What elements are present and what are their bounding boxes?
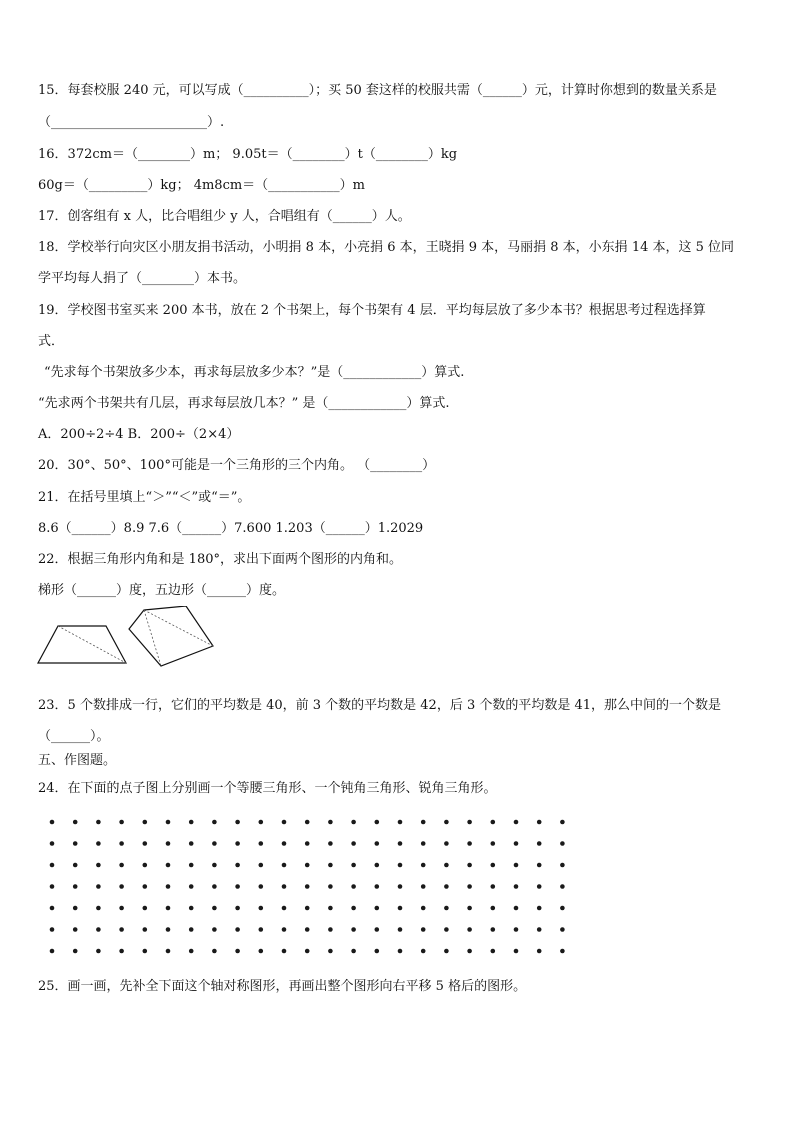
grid-dot[interactable]: [375, 927, 380, 932]
grid-dot[interactable]: [143, 884, 148, 889]
grid-dot[interactable]: [282, 841, 287, 846]
grid-dot[interactable]: [235, 884, 240, 889]
grid-dot[interactable]: [166, 820, 171, 825]
grid-dot[interactable]: [50, 906, 55, 911]
grid-dot[interactable]: [73, 927, 78, 932]
grid-dot[interactable]: [328, 884, 333, 889]
grid-dot[interactable]: [96, 841, 101, 846]
grid-dot[interactable]: [212, 863, 217, 868]
grid-dot[interactable]: [491, 949, 496, 954]
grid-dot[interactable]: [375, 820, 380, 825]
grid-dot[interactable]: [259, 906, 264, 911]
trapezoid-pentagon-figures: [36, 606, 226, 668]
grid-dot[interactable]: [96, 906, 101, 911]
grid-dot[interactable]: [259, 927, 264, 932]
q19-line2: 式．: [38, 334, 65, 349]
grid-dot[interactable]: [189, 906, 194, 911]
grid-dot[interactable]: [444, 927, 449, 932]
grid-dot[interactable]: [351, 927, 356, 932]
grid-dot[interactable]: [514, 841, 519, 846]
q16-line2: 60g＝（_________）kg； 4m8cm＝（___________）m: [38, 178, 365, 193]
grid-dot[interactable]: [560, 906, 565, 911]
grid-dot[interactable]: [305, 906, 310, 911]
grid-dot[interactable]: [375, 863, 380, 868]
grid-dot[interactable]: [235, 841, 240, 846]
grid-dot[interactable]: [282, 820, 287, 825]
grid-dot[interactable]: [282, 927, 287, 932]
grid-dot[interactable]: [560, 863, 565, 868]
grid-dot[interactable]: [166, 906, 171, 911]
grid-dot[interactable]: [467, 841, 472, 846]
grid-dot[interactable]: [143, 841, 148, 846]
grid-dot[interactable]: [119, 927, 124, 932]
grid-dot[interactable]: [467, 949, 472, 954]
grid-dot[interactable]: [143, 820, 148, 825]
q18-line2: 学平均每人捐了（________）本书。: [38, 271, 247, 286]
grid-dot[interactable]: [50, 841, 55, 846]
grid-dot[interactable]: [96, 820, 101, 825]
grid-dot[interactable]: [537, 841, 542, 846]
q22-line2: 梯形（______）度，五边形（______）度。: [38, 583, 286, 598]
grid-dot[interactable]: [259, 820, 264, 825]
grid-dot[interactable]: [328, 841, 333, 846]
grid-dot[interactable]: [351, 949, 356, 954]
grid-dot[interactable]: [537, 820, 542, 825]
grid-dot[interactable]: [166, 949, 171, 954]
grid-dot[interactable]: [514, 863, 519, 868]
grid-dot[interactable]: [212, 927, 217, 932]
grid-dot[interactable]: [421, 820, 426, 825]
grid-dot[interactable]: [444, 906, 449, 911]
q16-line1: 16．372cm＝（________）m； 9.05t＝（________）t（________）kg: [38, 147, 458, 162]
grid-dot[interactable]: [467, 820, 472, 825]
grid-dot[interactable]: [560, 949, 565, 954]
grid-dot[interactable]: [166, 884, 171, 889]
grid-dot[interactable]: [328, 949, 333, 954]
grid-dot[interactable]: [560, 820, 565, 825]
grid-dot[interactable]: [537, 906, 542, 911]
grid-dot[interactable]: [212, 906, 217, 911]
grid-dot[interactable]: [328, 863, 333, 868]
grid-dot[interactable]: [351, 884, 356, 889]
grid-dot[interactable]: [444, 863, 449, 868]
q23-line1: 23．5 个数排成一行，它们的平均数是 40，前 3 个数的平均数是 42，后 3 个数的平均数是 41，那么中间的一个数是: [38, 698, 722, 713]
grid-dot[interactable]: [537, 884, 542, 889]
grid-dot[interactable]: [189, 863, 194, 868]
grid-dot[interactable]: [73, 884, 78, 889]
grid-dot[interactable]: [537, 927, 542, 932]
grid-dot[interactable]: [305, 884, 310, 889]
q22-line1: 22．根据三角形内角和是 180°，求出下面两个图形的内角和。: [38, 552, 402, 567]
grid-dot[interactable]: [491, 927, 496, 932]
grid-dot[interactable]: [166, 927, 171, 932]
grid-dot[interactable]: [398, 863, 403, 868]
grid-dot[interactable]: [467, 906, 472, 911]
grid-dot[interactable]: [467, 927, 472, 932]
grid-dot[interactable]: [514, 949, 519, 954]
grid-dot[interactable]: [50, 884, 55, 889]
grid-dot[interactable]: [212, 949, 217, 954]
grid-dot[interactable]: [305, 927, 310, 932]
grid-dot[interactable]: [189, 949, 194, 954]
grid-dot[interactable]: [421, 906, 426, 911]
grid-dot[interactable]: [560, 841, 565, 846]
grid-dot[interactable]: [398, 820, 403, 825]
q24-line1: 24．在下面的点子图上分别画一个等腰三角形、一个钝角三角形、锐角三角形。: [38, 781, 497, 796]
grid-dot[interactable]: [491, 841, 496, 846]
grid-dot[interactable]: [166, 841, 171, 846]
grid-dot[interactable]: [537, 863, 542, 868]
grid-dot[interactable]: [143, 906, 148, 911]
grid-dot[interactable]: [421, 949, 426, 954]
grid-dot[interactable]: [282, 949, 287, 954]
grid-dot[interactable]: [119, 906, 124, 911]
pentagon-figure: [129, 606, 213, 666]
q20-line1: 20．30°、50°、100°可能是一个三角形的三个内角。 （________）: [38, 458, 436, 473]
grid-dot[interactable]: [143, 863, 148, 868]
grid-dot[interactable]: [491, 884, 496, 889]
q17-line1: 17．创客组有 x 人，比合唱组少 y 人，合唱组有（______）人。: [38, 209, 411, 224]
grid-dot[interactable]: [235, 863, 240, 868]
grid-dot[interactable]: [235, 820, 240, 825]
grid-dot[interactable]: [166, 863, 171, 868]
grid-dot[interactable]: [119, 949, 124, 954]
grid-dot[interactable]: [189, 820, 194, 825]
grid-dot[interactable]: [305, 820, 310, 825]
grid-dot[interactable]: [514, 927, 519, 932]
q23-line2: （______）。: [38, 729, 110, 744]
grid-dot[interactable]: [282, 863, 287, 868]
grid-dot[interactable]: [96, 863, 101, 868]
q25-line1: 25．画一画，先补全下面这个轴对称图形，再画出整个图形向右平移 5 格后的图形。: [38, 979, 527, 994]
grid-dot[interactable]: [560, 884, 565, 889]
grid-dot[interactable]: [305, 841, 310, 846]
section5-title: 五、作图题。: [38, 753, 117, 768]
grid-dot[interactable]: [351, 841, 356, 846]
grid-dot[interactable]: [444, 841, 449, 846]
grid-dot[interactable]: [328, 927, 333, 932]
grid-dot[interactable]: [235, 949, 240, 954]
grid-dot[interactable]: [119, 863, 124, 868]
grid-dot[interactable]: [491, 863, 496, 868]
grid-dot[interactable]: [398, 884, 403, 889]
grid-dot[interactable]: [96, 927, 101, 932]
grid-dot[interactable]: [212, 841, 217, 846]
grid-dot[interactable]: [491, 820, 496, 825]
trapezoid-figure: [38, 626, 126, 663]
grid-dot[interactable]: [514, 906, 519, 911]
q21-line1: 21．在括号里填上“＞”“＜”或“＝”。: [38, 490, 251, 505]
grid-dot[interactable]: [259, 884, 264, 889]
grid-dot[interactable]: [421, 927, 426, 932]
q15-line1: 15．每套校服 240 元，可以写成（__________）；买 50 套这样的校服共需（______）元，计算时你想到的数量关系是: [38, 83, 717, 98]
grid-dot[interactable]: [514, 884, 519, 889]
grid-dot[interactable]: [305, 863, 310, 868]
grid-dot[interactable]: [467, 884, 472, 889]
grid-dot[interactable]: [421, 884, 426, 889]
q21-line2: 8.6（______）8.9 7.6（______）7.600 1.203（______）1.2029: [38, 521, 424, 536]
grid-dot[interactable]: [143, 927, 148, 932]
grid-dot[interactable]: [282, 884, 287, 889]
grid-dot[interactable]: [375, 841, 380, 846]
grid-dot[interactable]: [328, 906, 333, 911]
grid-dot[interactable]: [259, 949, 264, 954]
grid-dot[interactable]: [537, 949, 542, 954]
grid-dot[interactable]: [73, 863, 78, 868]
grid-dot[interactable]: [282, 906, 287, 911]
q19-line1: 19．学校图书室买来 200 本书，放在 2 个书架上，每个书架有 4 层．平均每层放了多少本书？根据思考过程选择算: [38, 303, 706, 318]
grid-dot[interactable]: [375, 884, 380, 889]
grid-dot[interactable]: [189, 927, 194, 932]
q18-line1: 18．学校举行向灾区小朋友捐书活动，小明捐 8 本，小亮捐 6 本，王晓捐 9 本，马丽捐 8 本，小东捐 14 本，这 5 位同: [38, 240, 735, 255]
grid-dot[interactable]: [73, 906, 78, 911]
grid-dot[interactable]: [375, 906, 380, 911]
grid-dot[interactable]: [96, 949, 101, 954]
grid-dot[interactable]: [351, 820, 356, 825]
grid-dot[interactable]: [212, 884, 217, 889]
grid-dot[interactable]: [189, 841, 194, 846]
grid-dot[interactable]: [351, 906, 356, 911]
q19-options: A．200÷2÷4 B．200÷（2×4）: [38, 427, 240, 442]
grid-dot[interactable]: [143, 949, 148, 954]
grid-dot[interactable]: [421, 841, 426, 846]
grid-dot[interactable]: [421, 863, 426, 868]
grid-dot[interactable]: [50, 949, 55, 954]
grid-dot[interactable]: [235, 927, 240, 932]
q19-line3: “先求每个书架放多少本，再求每层放多少本？”是（____________）算式.: [44, 365, 465, 380]
grid-dot[interactable]: [73, 949, 78, 954]
grid-dot[interactable]: [398, 841, 403, 846]
grid-dot[interactable]: [259, 863, 264, 868]
grid-dot[interactable]: [73, 841, 78, 846]
grid-dot[interactable]: [50, 820, 55, 825]
grid-dot[interactable]: [560, 927, 565, 932]
grid-dot[interactable]: [514, 820, 519, 825]
grid-dot[interactable]: [398, 949, 403, 954]
grid-dot[interactable]: [119, 884, 124, 889]
grid-dot[interactable]: [398, 927, 403, 932]
grid-dot[interactable]: [351, 863, 356, 868]
grid-dot[interactable]: [328, 820, 333, 825]
grid-dot[interactable]: [444, 884, 449, 889]
grid-dot[interactable]: [467, 863, 472, 868]
grid-dot[interactable]: [491, 906, 496, 911]
grid-dot[interactable]: [444, 949, 449, 954]
q19-line4: “先求两个书架共有几层，再求每层放几本？” 是（____________）算式.: [38, 396, 450, 411]
grid-dot[interactable]: [50, 863, 55, 868]
q15-line2: （________________________）.: [38, 115, 225, 130]
grid-dot[interactable]: [259, 841, 264, 846]
grid-dot[interactable]: [235, 906, 240, 911]
grid-dot[interactable]: [398, 906, 403, 911]
grid-dot[interactable]: [50, 927, 55, 932]
grid-dot[interactable]: [73, 820, 78, 825]
dot-grid[interactable]: [44, 814, 584, 960]
grid-dot[interactable]: [212, 820, 217, 825]
grid-dot[interactable]: [305, 949, 310, 954]
grid-dot[interactable]: [119, 820, 124, 825]
grid-dot[interactable]: [119, 841, 124, 846]
grid-dot[interactable]: [375, 949, 380, 954]
grid-dot[interactable]: [189, 884, 194, 889]
grid-dot[interactable]: [444, 820, 449, 825]
grid-dot[interactable]: [96, 884, 101, 889]
